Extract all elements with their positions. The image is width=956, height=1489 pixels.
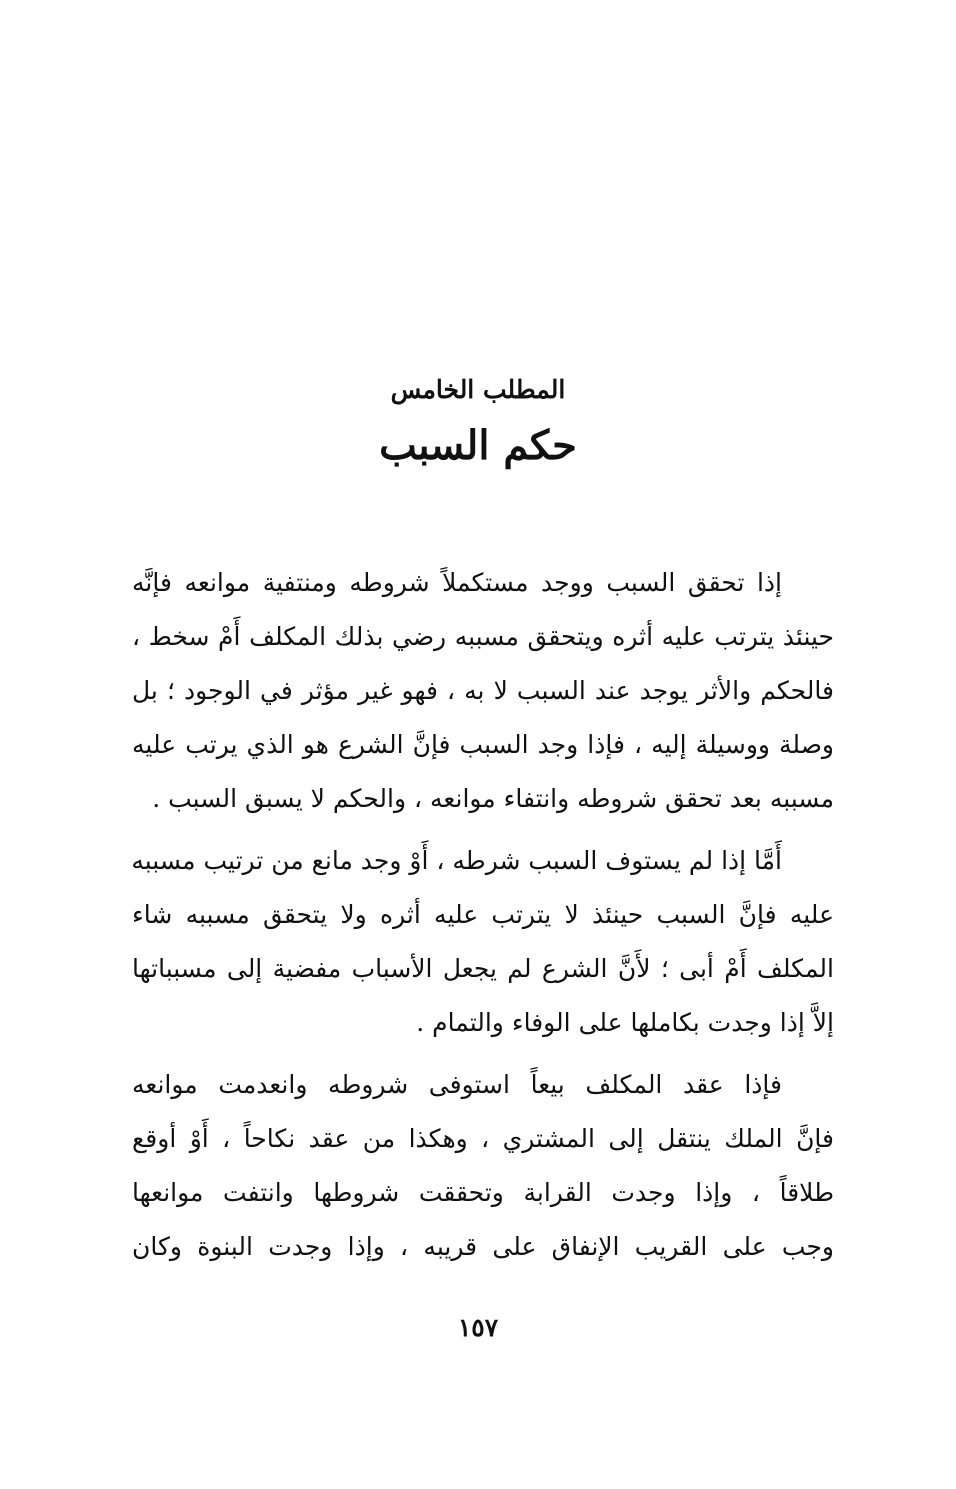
text-line: المكلف أَمْ أبى ؛ لأَنَّ الشرع لم يجعل الأسباب مفضية إلى مسبباتها [132,954,834,983]
paragraph-1 [132,556,834,826]
text-line: وصلة ووسيلة إليه ، فإذا وجد السبب فإنَّ الشرع هو الذي يرتب عليه [132,730,834,759]
body-text [132,556,834,1282]
section-title: حكم السبب [379,422,577,469]
paragraph-2 [132,834,834,1050]
text-line: وجب على القريب الإنفاق على قريبه ، وإذا وجدت البنوة وكان [132,1232,834,1261]
page-number: ١٥٧ [457,1313,499,1342]
text-line: مسببه بعد تحقق شروطه وانتفاء موانعه ، والحكم لا يسبق السبب . [152,784,834,813]
text-line: فالحكم والأثر يوجد عند السبب لا به ، فهو غير مؤثر في الوجود ؛ بل [132,676,834,705]
text-line: فإذا عقد المكلف بيعاً استوفى شروطه وانعدمت موانعه [132,1070,782,1099]
text-line: إذا تحقق السبب ووجد مستكملاً شروطه ومنتفية موانعه فإنَّه [132,568,782,597]
text-line: حينئذ يترتب عليه أثره ويتحقق مسببه رضي بذلك المكلف أَمْ سخط ، [132,622,834,651]
text-line: عليه فإنَّ السبب حينئذ لا يترتب عليه أثره ولا يتحقق مسببه شاء [132,900,834,929]
paragraph-3 [132,1058,834,1274]
text-line: أَمَّا إذا لم يستوف السبب شرطه ، أَوْ وجد مانع من ترتيب مسببه [131,846,782,875]
text-line: فإنَّ الملك ينتقل إلى المشتري ، وهكذا من عقد نكاحاً ، أَوْ أوقع [132,1124,834,1153]
section-subtitle: المطلب الخامس [390,375,566,404]
text-line: طلاقاً ، وإذا وجدت القرابة وتحققت شروطها وانتفت موانعها [132,1178,834,1207]
text-line: إلاَّ إذا وجدت بكاملها على الوفاء والتمام . [416,1008,834,1037]
